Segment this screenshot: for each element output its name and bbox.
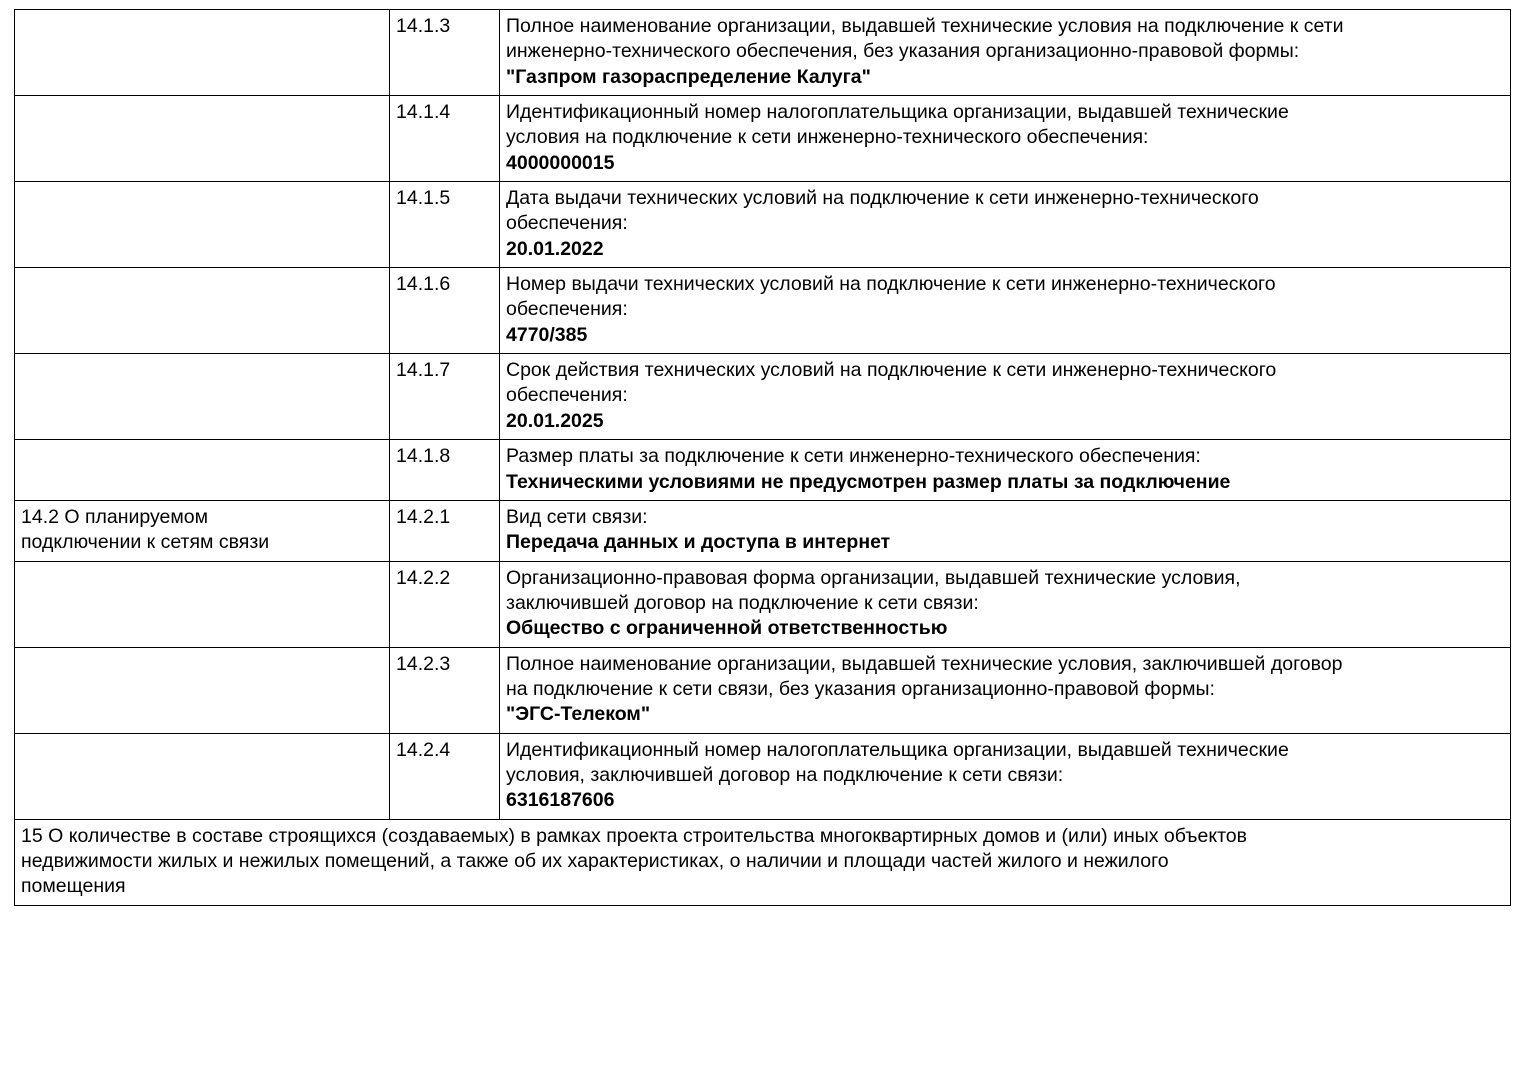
table-row [15, 733, 1511, 819]
row-number-cell: 14.1.6 [390, 268, 500, 354]
row-value: Общество с ограниченной ответственностью [506, 617, 948, 640]
row-value: Передача данных и доступа в интернет [506, 531, 891, 554]
row-label-cell [15, 10, 390, 96]
row-content-cell [500, 733, 1511, 819]
row-text-line: обеспечения: [506, 384, 628, 407]
table-row [15, 96, 1511, 182]
row-label-cell [15, 182, 390, 268]
table-row [15, 182, 1511, 268]
row-text-line: Полное наименование организации, выдавшей технические условия на подключение к сети [506, 15, 1344, 37]
row-content-cell [500, 96, 1511, 182]
row-text-line: Срок действия технических условий на подключение к сети инженерно-технического [506, 359, 1277, 382]
table-row [15, 440, 1511, 501]
row-content-cell [500, 10, 1511, 96]
row-text-line: инженерно-технического обеспечения, без указания организационно-правовой формы: [506, 40, 1300, 63]
table-row [15, 500, 1511, 561]
row-value: "ЭГС-Телеком" [506, 703, 651, 726]
section-heading-line: недвижимости жилых и нежилых помещений, а также об их характеристиках, о наличии и площади частей жилого и нежилого [21, 849, 1169, 872]
row-text-line: условия на подключение к сети инженерно-технического обеспечения: [506, 126, 1149, 149]
table-row [15, 561, 1511, 647]
row-content-cell [500, 500, 1511, 561]
row-number-cell: 14.2.4 [390, 733, 500, 819]
document-page [0, 9, 1528, 1089]
table-row [15, 10, 1511, 96]
table-row [15, 268, 1511, 354]
row-value: 6316187606 [506, 789, 615, 812]
table-row [15, 647, 1511, 733]
table-row [15, 354, 1511, 440]
row-content-cell [500, 561, 1511, 647]
row-label-cell [15, 500, 390, 561]
row-text-line: на подключение к сети связи, без указания организационно-правовой формы: [506, 677, 1215, 700]
registration-details-table [14, 9, 1511, 906]
row-text-line: Вид сети связи: [506, 505, 648, 528]
row-value: Техническими условиями не предусмотрен размер платы за подключение [506, 470, 1231, 493]
row-text-line: обеспечения: [506, 212, 628, 235]
row-content-cell [500, 647, 1511, 733]
row-text-line: заключившей договор на подключение к сети связи: [506, 591, 979, 614]
row-label-cell [15, 96, 390, 182]
row-value: 20.01.2025 [506, 409, 604, 432]
section-15-heading [15, 819, 1511, 905]
section-heading-line: 15 О количестве в составе строящихся (создаваемых) в рамках проекта строительства многоквартирных домов и (или) иных объектов [21, 824, 1247, 847]
row-label-line: 14.2 О планируемом [21, 505, 209, 528]
row-label-cell [15, 733, 390, 819]
row-label-cell [15, 440, 390, 501]
row-content-cell [500, 268, 1511, 354]
row-number-cell: 14.1.4 [390, 96, 500, 182]
row-number-cell: 14.2.2 [390, 561, 500, 647]
row-value: "Газпром газораспределение Калуга" [506, 65, 871, 88]
section-heading-line: помещения [21, 875, 126, 898]
row-text-line: условия, заключившей договор на подключение к сети связи: [506, 763, 1064, 786]
row-text-line: Номер выдачи технических условий на подключение к сети инженерно-технического [506, 273, 1276, 296]
row-content-cell [500, 354, 1511, 440]
row-text-line: Размер платы за подключение к сети инженерно-технического обеспечения: [506, 445, 1201, 468]
row-label-cell [15, 561, 390, 647]
row-number-cell: 14.1.8 [390, 440, 500, 501]
row-content-cell [500, 182, 1511, 268]
row-content-cell [500, 440, 1511, 501]
row-value: 20.01.2022 [506, 237, 604, 260]
row-number-cell: 14.1.7 [390, 354, 500, 440]
row-text-line: Идентификационный номер налогоплательщика организации, выдавшей технические [506, 101, 1289, 124]
row-label-line: подключении к сетям связи [21, 531, 270, 554]
row-number-cell: 14.1.5 [390, 182, 500, 268]
row-text-line: Полное наименование организации, выдавшей технические условия, заключившей договор [506, 652, 1343, 675]
row-text-line: Организационно-правовая форма организации, выдавшей технические условия, [506, 566, 1241, 589]
row-value: 4000000015 [506, 151, 615, 174]
row-number-cell: 14.2.3 [390, 647, 500, 733]
row-label-cell [15, 268, 390, 354]
row-label-cell [15, 647, 390, 733]
row-number-cell: 14.2.1 [390, 500, 500, 561]
row-text-line: Дата выдачи технических условий на подключение к сети инженерно-технического [506, 187, 1259, 210]
row-text-line: обеспечения: [506, 298, 628, 321]
row-number-cell: 14.1.3 [390, 10, 500, 96]
row-value: 4770/385 [506, 323, 588, 346]
row-text-line: Идентификационный номер налогоплательщика организации, выдавшей технические [506, 738, 1289, 761]
row-label-cell [15, 354, 390, 440]
section-footer-row [15, 819, 1511, 905]
